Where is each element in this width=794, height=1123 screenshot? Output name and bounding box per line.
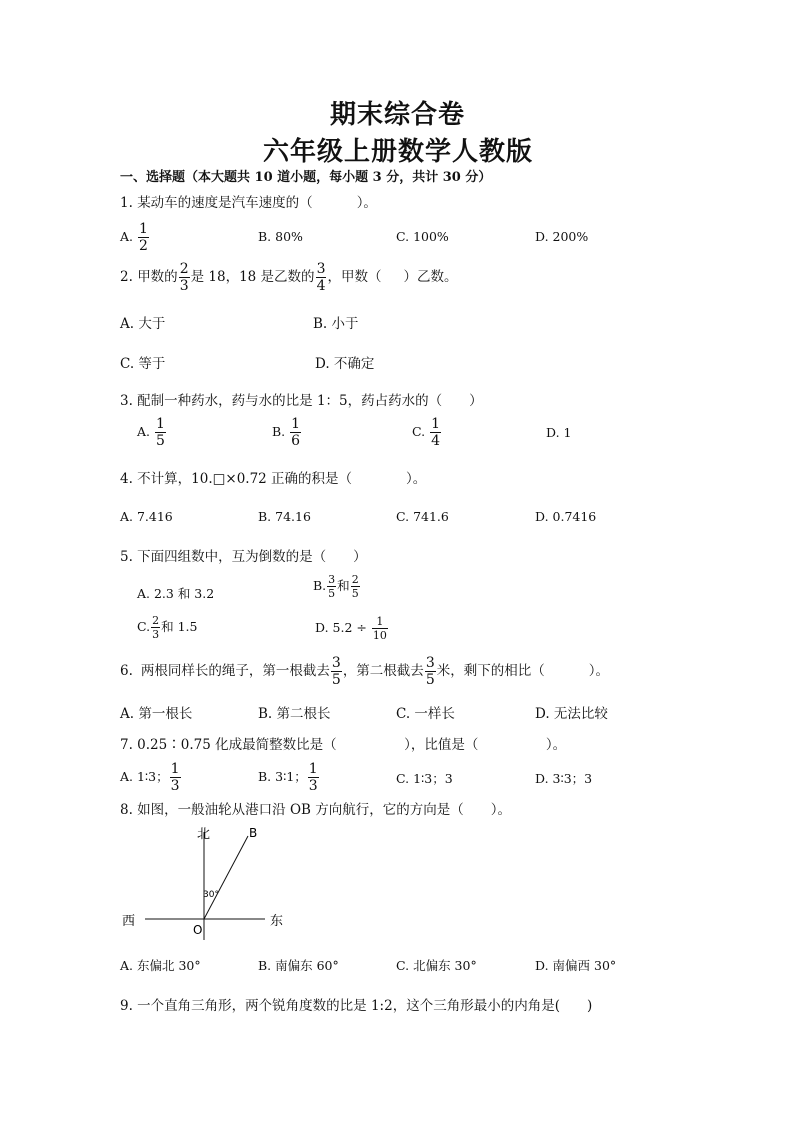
question-6: 6. 两根同样长的绳子，第一根截去 $\frac{3}{5}$ ，第二根截去 $\frac{3}{5}$ 米，剩下的相比（ ）。	[120, 655, 609, 688]
section-header: 一、选择题（本大题共 10 道小题，每小题 3 分，共计 30 分）	[120, 170, 492, 185]
q2-option-d: D. 不确定	[315, 356, 375, 372]
page-subtitle: 六年级上册数学人教版	[263, 137, 534, 167]
fraction: $\frac{1}{10}$	[372, 615, 387, 642]
point-b-label: B	[249, 826, 258, 840]
direction-diagram	[115, 822, 305, 942]
fraction: $\frac{2}{5}$	[351, 573, 359, 600]
q5-option-d: D. 5.2 ÷ $\frac{1}{10}$	[315, 615, 387, 642]
question-4: 4. 不计算，10.□×0.72 正确的积是（ ）。	[120, 471, 427, 487]
question-1: 1. 某动车的速度是汽车速度的（ ）。	[120, 195, 377, 211]
origin-label: O	[193, 923, 203, 937]
east-label: 东	[270, 914, 284, 929]
page-title: 期末综合卷	[330, 100, 466, 130]
fraction: $\frac{3}{5}$	[425, 655, 435, 688]
question-5: 5. 下面四组数中，互为倒数的是（ ）	[120, 549, 367, 565]
q8-option-d: D. 南偏西 30°	[535, 958, 617, 973]
q6-option-c: C. 一样长	[396, 706, 455, 722]
ray-ob	[204, 836, 248, 919]
fraction: $\frac{1}{3}$	[308, 761, 318, 794]
question-text: 某动车的速度是汽车速度的（	[137, 195, 313, 211]
fraction: $\frac{1}{2}$	[139, 221, 148, 254]
q8-option-b: B. 南偏东 60°	[258, 958, 339, 973]
q2-option-b: B. 小于	[313, 316, 359, 332]
q5-option-b: B. $\frac{3}{5}$ 和 $\frac{2}{5}$	[313, 573, 359, 600]
q5-option-c: C. $\frac{2}{3}$ 和 1.5	[137, 614, 198, 641]
q3-option-a: A. $\frac{1}{5}$	[137, 416, 165, 449]
west-label: 西	[122, 914, 136, 929]
q3-option-b: B. $\frac{1}{6}$	[272, 416, 301, 449]
fraction: $\frac{2}{3}$	[179, 261, 189, 294]
q1-option-c: C. 100%	[396, 229, 449, 244]
q4-option-a: A. 7.416	[120, 509, 173, 524]
question-number: 1.	[120, 195, 133, 211]
q4-option-c: C. 741.6	[396, 509, 449, 524]
fraction: $\frac{1}{3}$	[170, 761, 180, 794]
q6-option-a: A. 第一根长	[120, 706, 193, 722]
q4-option-d: D. 0.7416	[535, 509, 597, 524]
q8-option-a: A. 东偏北 30°	[120, 958, 201, 973]
fraction: $\frac{3}{5}$	[331, 655, 341, 688]
q5-option-a: A. 2.3 和 3.2	[137, 586, 215, 601]
fraction: $\frac{1}{5}$	[156, 416, 165, 449]
question-7: 7. 0.25∶0.75 化成最简整数比是（ ），比值是（ ）。	[120, 737, 567, 753]
q7-option-d: D. 3∶3；3	[535, 771, 593, 786]
q7-option-b: B. 3∶1； $\frac{1}{3}$	[258, 761, 318, 794]
question-9: 9. 一个直角三角形，两个锐角度数的比是 1:2，这个三角形最小的内角是( )	[120, 998, 593, 1014]
q4-option-b: B. 74.16	[258, 509, 311, 524]
question-3: 3. 配制一种药水，药与水的比是 1：5，药占药水的（ ）	[120, 393, 483, 409]
north-label: 北	[197, 827, 211, 842]
fraction: $\frac{1}{4}$	[431, 416, 440, 449]
question-2: 2. 甲数的 $\frac{2}{3}$ 是 18，18 是乙数的 $\frac{3}{4}$ ，甲数（ ）乙数。	[120, 261, 458, 294]
fraction: $\frac{3}{4}$	[316, 261, 326, 294]
q1-option-a: A. $\frac{1}{2}$	[120, 221, 148, 254]
q8-option-c: C. 北偏东 30°	[396, 958, 477, 973]
q7-option-a: A. 1∶3； $\frac{1}{3}$	[120, 761, 180, 794]
q2-option-a: A. 大于	[120, 316, 166, 332]
q1-option-b: B. 80%	[258, 229, 303, 244]
fraction: $\frac{3}{5}$	[328, 573, 336, 600]
q7-option-c: C. 1∶3；3	[396, 771, 453, 786]
q6-option-d: D. 无法比较	[535, 706, 608, 722]
fraction: $\frac{1}{6}$	[291, 416, 301, 449]
question-8: 8. 如图，一般油轮从港口沿 OB 方向航行，它的方向是（ ）。	[120, 802, 511, 818]
q6-option-b: B. 第二根长	[258, 706, 331, 722]
q3-option-c: C. $\frac{1}{4}$	[412, 416, 440, 449]
q1-option-d: D. 200%	[535, 229, 589, 244]
q2-option-c: C. 等于	[120, 356, 166, 372]
fraction: $\frac{2}{3}$	[152, 614, 160, 641]
q3-option-d: D. 1	[546, 425, 572, 440]
angle-label: 30°	[203, 890, 219, 900]
